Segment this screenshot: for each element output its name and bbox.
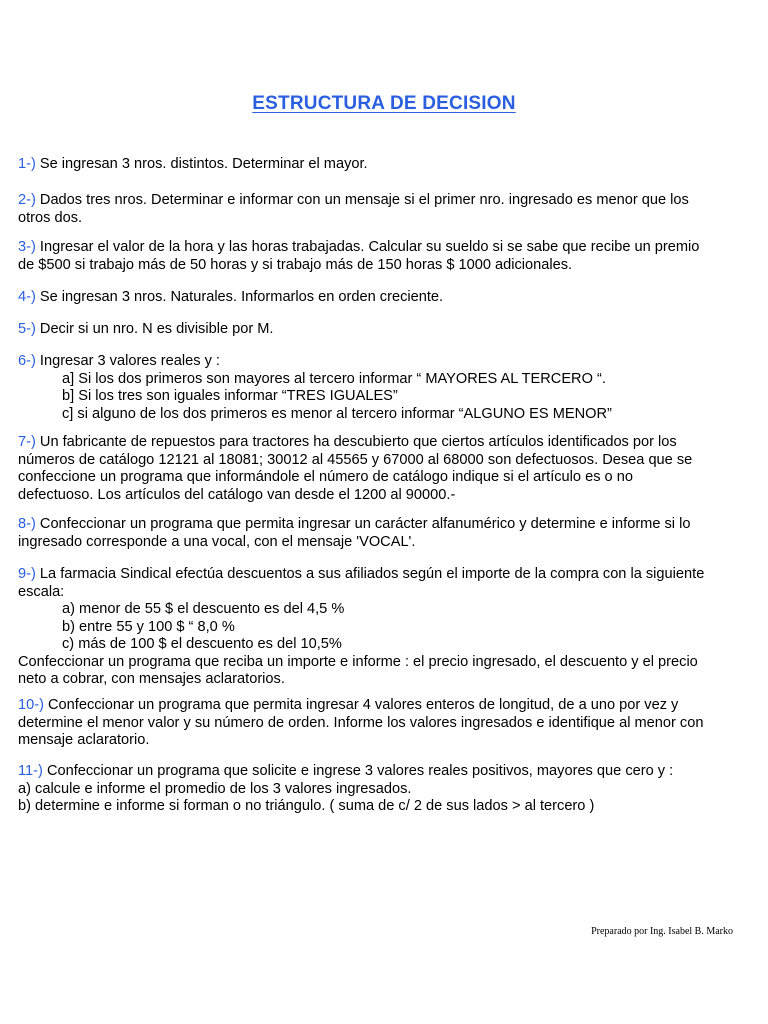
exercise-2 [18,192,736,227]
exercise-line [18,534,736,552]
exercise-subitem: b] Si los tres son iguales informar “TRES IGUALES” [62,388,398,404]
exercise-line [18,566,736,584]
exercise-line: a) calcule e informe el promedio de los 3 valores ingresados. [18,780,412,797]
exercise-line [18,156,736,174]
exercise-number: 10-) [18,697,44,713]
exercise-text: otros dos. [18,209,83,226]
exercise-text: defectuoso. Los artículos del catálogo van desde el 1200 al 90000.- [18,486,456,503]
exercise-text: Confeccionar un programa que solicite e ingrese 3 valores reales positivos, mayores que cero y : [46,763,674,779]
exercise-8 [18,516,736,551]
exercise-subitem: a] Si los dos primeros son mayores al tercero informar “ MAYORES AL TERCERO “. [62,370,606,387]
exercise-number: 11-) [18,763,43,779]
exercise-line [18,210,736,228]
exercise-text: Se ingresan 3 nros. Naturales. Informarlos en orden creciente. [39,289,444,305]
footer-credit: Preparado por Ing. Isabel B. Marko [591,926,733,937]
exercise-number: 3-) [18,239,36,255]
exercise-line [18,715,736,733]
exercise-line [18,697,736,715]
exercise-number: 5-) [18,321,36,337]
exercise-text: Decir si un nro. N es divisible por M. [39,321,274,337]
exercise-9 [18,566,736,689]
exercise-subitem: c) más de 100 $ el descuento es del 10,5% [62,636,342,652]
exercise-7 [18,434,736,504]
exercise-line [18,289,736,307]
exercise-text: Un fabricante de repuestos para tractores ha descubierto que ciertos artículos identificados por los [39,434,677,450]
exercise-number: 2-) [18,192,36,208]
exercise-line [18,469,736,487]
document-title: ESTRUCTURA DE DECISION [252,93,516,114]
exercise-text: Confeccionar un programa que permita ingresar 4 valores enteros de longitud, de a uno por vez y [48,697,679,713]
exercise-line: Confeccionar un programa que reciba un importe e informe : el precio ingresado, el descuento y el precio [18,653,698,670]
exercise-text: escala: [18,583,65,600]
exercise-text: Dados tres nros. Determinar e informar con un mensaje si el primer nro. ingresado es menor que los [39,192,689,208]
exercise-5 [18,321,736,339]
exercise-line: b) determine e informe si forman o no triángulo. ( suma de c/ 2 de sus lados > al tercero ) [18,798,595,814]
exercise-line: neto a cobrar, con mensajes aclaratorios. [18,671,285,687]
exercise-text: La farmacia Sindical efectúa descuentos a sus afiliados según el importe de la compra con la siguiente [39,566,705,582]
exercise-number: 4-) [18,289,36,305]
exercise-subitem: a) menor de 55 $ el descuento es del 4,5 % [62,601,345,617]
exercise-11 [18,763,736,816]
exercise-number: 9-) [18,566,36,582]
exercise-10 [18,697,736,750]
exercise-line [18,239,736,257]
exercise-line [18,321,736,339]
exercise-line [18,452,736,470]
exercise-number: 8-) [18,516,36,532]
exercise-line [18,516,736,534]
exercise-1 [18,156,736,174]
exercise-line [18,257,736,275]
exercise-line [18,732,736,750]
exercise-text: determine el menor valor y su número de orden. Informe los valores ingresados e identifique al menor con [18,714,704,731]
exercise-text: confeccione un programa que informándole el número de catálogo indique si el artículo es o no [18,469,633,485]
exercise-line [18,434,736,452]
exercise-subitem: c] si alguno de los dos primeros es menor al tercero informar “ALGUNO ES MENOR” [62,405,612,422]
exercise-text: Ingresar 3 valores reales y : [39,353,220,369]
exercise-6 [18,353,736,423]
exercise-line [18,192,736,210]
exercise-number: 6-) [18,353,36,369]
exercise-number: 7-) [18,434,36,450]
exercise-4 [18,289,736,307]
exercise-text: de $500 si trabajo más de 50 horas y si trabajo más de 150 horas $ 1000 adicionales. [18,256,573,273]
exercise-text: Se ingresan 3 nros. distintos. Determinar el mayor. [39,156,368,172]
exercise-line [18,353,736,371]
exercise-text: Confeccionar un programa que permita ingresar un carácter alfanumérico y determine e informe si lo [39,516,691,532]
exercise-line [18,584,736,602]
exercise-text: números de catálogo 12121 al 18081; 30012 al 45565 y 67000 al 68000 son defectuosos. Desea que se [18,451,693,468]
exercise-3 [18,239,736,274]
exercise-line [18,763,736,781]
exercise-text: Ingresar el valor de la hora y las horas trabajadas. Calcular su sueldo si se sabe que recibe un premio [39,239,700,255]
exercise-number: 1-) [18,156,36,172]
exercise-subitem: b) entre 55 y 100 $ “ 8,0 % [62,618,235,635]
exercise-line [18,487,736,505]
exercise-text: mensaje aclaratorio. [18,732,150,748]
exercise-text: ingresado corresponde a una vocal, con el mensaje 'VOCAL'. [18,533,416,550]
